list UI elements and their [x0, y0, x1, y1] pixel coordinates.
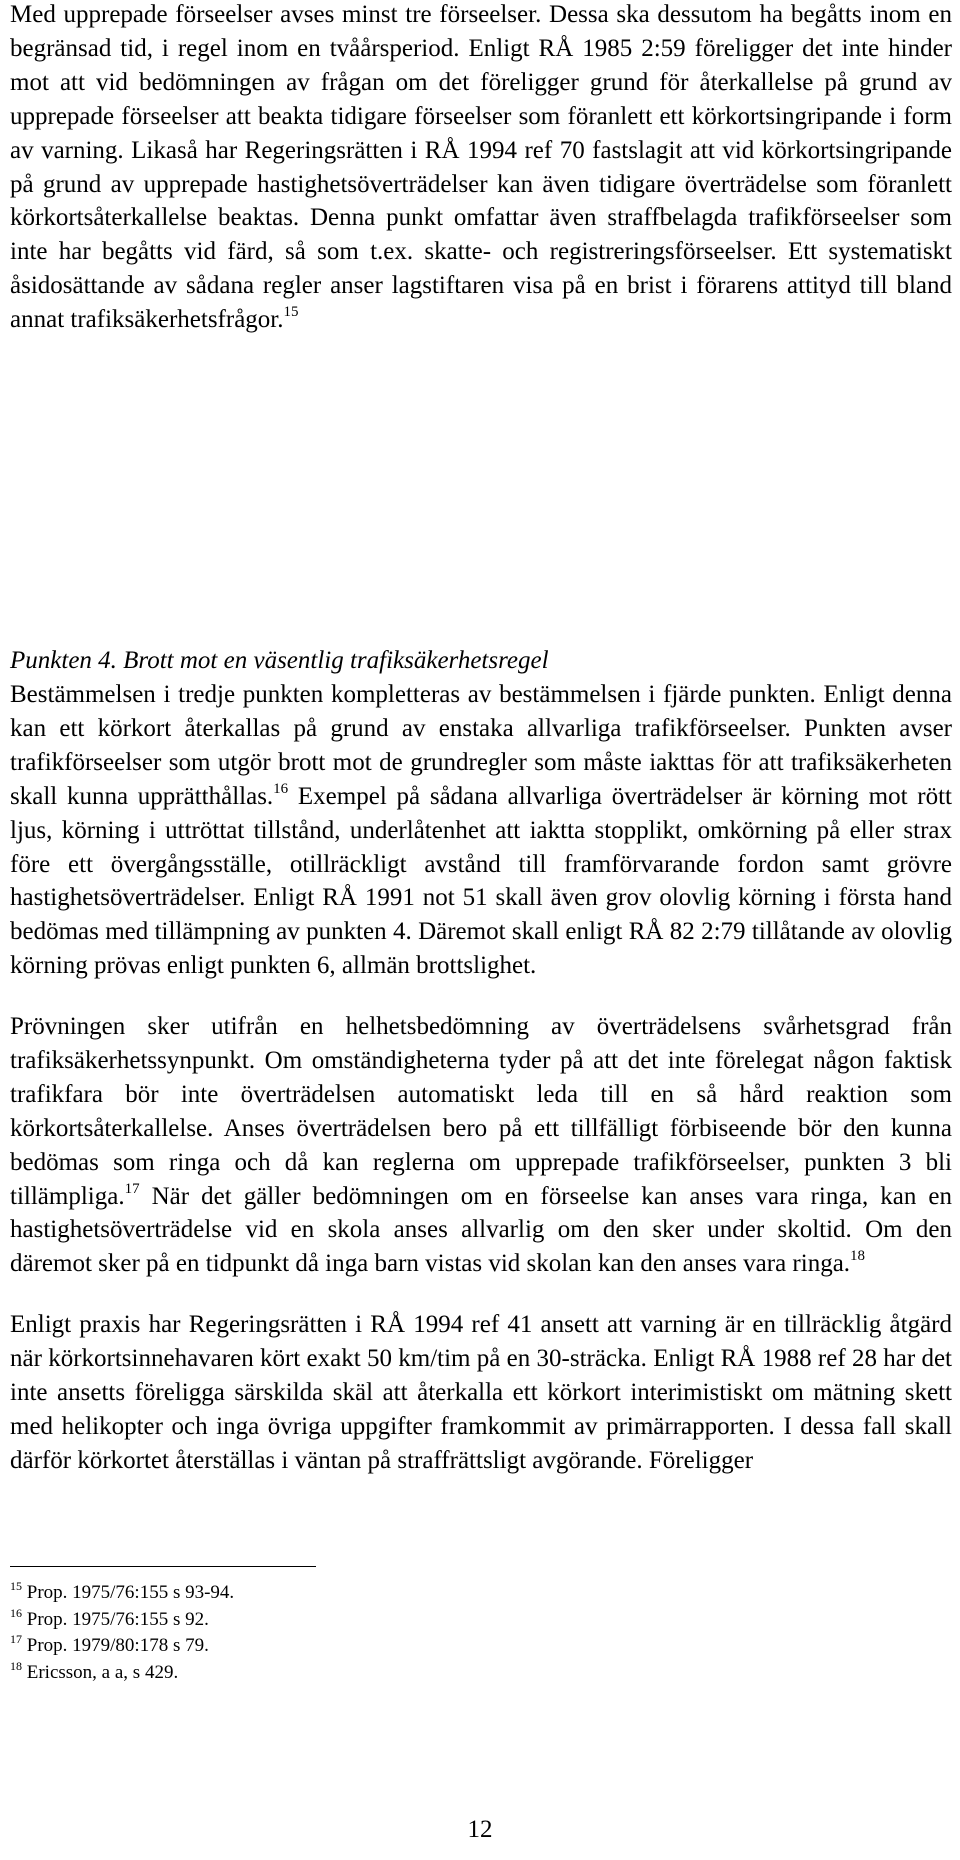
footnote-number: 18 [10, 1658, 22, 1673]
footnote-number: 17 [10, 1632, 22, 1646]
footnote [10, 1580, 610, 1607]
footnote-number: 16 [10, 1605, 22, 1620]
footnote-number: 15 [10, 1579, 22, 1593]
paragraph-case-law [10, 1308, 952, 1478]
footnote-text: Prop. 1975/76:155 s 93-94. [26, 1582, 235, 1603]
footnote-text: Prop. 1979/80:178 s 79. [26, 1635, 209, 1656]
paragraph-traffic-safety-rule [10, 678, 952, 983]
paragraph-text: Enligt praxis har Regeringsrätten i RÅ 1994 ref 41 ansett att varning är en tillräcklig åtgärd när körkortsinnehavaren kört exakt 50 km/tim på en 30-sträcka. Enligt RÅ 1988 ref 28 har det inte ansetts föreligga särskilda skäl att återkalla ett körkort interimistiskt om mätning skett med helikopter och inga övriga uppgifter framkommit av primärrapporten. I dessa fall skall därför körkortet återställas i väntan på straffrättsligt avgörande. Föreligger [10, 1311, 952, 1474]
paragraph-repeated-offences [10, 0, 952, 337]
footnote-reference: 18 [850, 1248, 866, 1265]
footnote [10, 1660, 610, 1687]
paragraph-text: Med upprepade förseelser avses minst tre förseelser. Dessa ska dessutom ha begåtts inom en begränsad tid, i regel inom en tvåårsperiod. Enligt RÅ 1985 2:59 föreligger det inte hinder mot att vid bedömningen av frågan om det föreligger grund för återkallelse på grund av upprepade förseelser att beakta tidigare förseelser som föranlett ett körkortsingripande i form av varning. Likaså har Regeringsrätten i RÅ 1994 ref 70 fastslagit att vid körkortsingripande på grund av upprepade hastighetsöverträdelser kan även tidigare överträdelse som föranlett körkortsåterkallelse beaktas. Denna punkt omfattar även straffbelagda trafikförseelser som inte har begåtts vid färd, så som t.ex. skatte- och registreringsförseelser. Ett systematiskt åsidosättande av sådana regler anser lagstiftaren visa på en brist i förarens attityd till bland annat trafiksäkerhetsfrågor. [10, 1, 952, 334]
footnote [10, 1633, 610, 1660]
paragraph-text: Exempel på sådana allvarliga överträdelser är körning mot rött ljus, körning i uttröttat tillstånd, underlåtenhet att iaktta stopplikt, omkörning på eller strax före ett övergångsställe, otillräckligt avstånd till framförvarande fordon samt grövre hastighetsöverträdelser. Enligt RÅ 1991 not 51 skall även grov olovlig körning i första hand bedömas med tillämpning av punkten 4. Däremot skall enligt RÅ 82 2:79 tillåtande av olovlig körning prövas enligt punkten 6, allmän brottslighet. [10, 782, 952, 980]
footnote-reference: 17 [124, 1180, 140, 1197]
footnotes [10, 1580, 610, 1686]
paragraph-overall-assessment [10, 1010, 952, 1281]
paragraph-text: När det gäller bedömningen om en förseelse kan anses vara ringa, kan en hastighetsöverträdelse vid en skola anses allvarlig om den sker under skoltid. Om den däremot sker på en tidpunkt då inga barn vistas vid skolan kan den anses vara ringa. [10, 1182, 952, 1278]
page-number: 12 [467, 1816, 493, 1843]
footnote [10, 1607, 610, 1634]
footnote-reference: 16 [273, 780, 289, 797]
footnote-text: Ericsson, a a, s 429. [26, 1661, 179, 1683]
section-heading: Punkten 4. Brott mot en väsentlig trafiksäkerhetsregel [10, 647, 549, 674]
footnote-reference: 15 [283, 304, 299, 321]
footnote-divider [10, 1566, 316, 1567]
paragraph-text: Prövningen sker utifrån en helhetsbedömning av överträdelsens svårhetsgrad från trafiksäkerhetssynpunkt. Om omständigheterna tyder på att det inte förelegat någon faktisk trafikfara bör inte överträdelsen automatiskt leda till en så hård reaktion som körkortsåterkallelse. Anses överträdelsen bero på ett tillfälligt förbiseende bör den kunna bedömas som ringa och då kan reglerna om upprepade trafikförseelser, punkten 3 bli tillämpliga. [10, 1013, 952, 1210]
paragraph-text: Bestämmelsen i tredje punkten kompletteras av bestämmelsen i fjärde punkten. Enligt denna kan ett körkort återkallas på grund av enstaka allvarliga trafikförseelser. Punkten avser trafikförseelser som utgör brott mot de grundregler som måste iakttas för att trafiksäkerheten skall kunna upprätthållas. [10, 681, 952, 810]
footnote-text: Prop. 1975/76:155 s 92. [26, 1608, 209, 1630]
